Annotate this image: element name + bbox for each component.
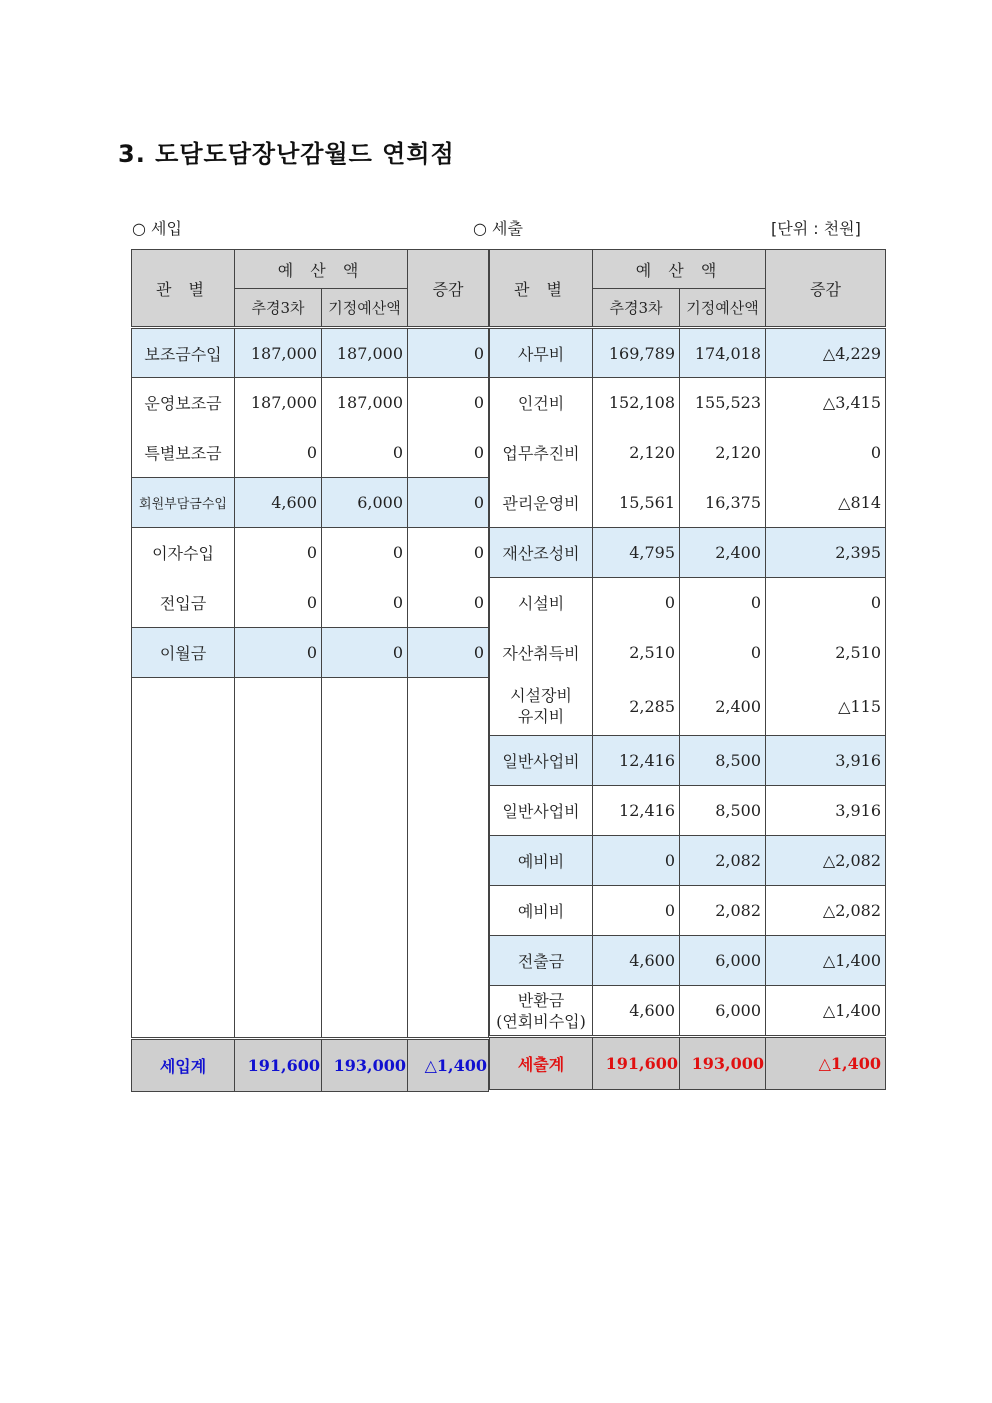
expense-current: 4,600	[593, 936, 680, 986]
income-name: 전입금	[132, 578, 235, 628]
expense-change: △4,229	[766, 328, 886, 378]
table-row	[490, 986, 886, 1037]
table-row	[132, 328, 489, 378]
expense-change: 0	[766, 578, 886, 628]
empty-row	[132, 678, 489, 1039]
expense-previous: 2,120	[680, 428, 766, 478]
expense-budget-header: 예 산 액	[593, 250, 766, 289]
expense-current: 4,795	[593, 528, 680, 578]
expense-total-change: △1,400	[766, 1037, 886, 1090]
expense-previous-header: 기정예산액	[680, 289, 766, 328]
expense-change-header: 증감	[766, 250, 886, 328]
page-title: 3. 도담도담장난감월드 연희점	[118, 140, 455, 168]
income-current: 187,000	[235, 328, 322, 378]
expense-previous: 2,082	[680, 886, 766, 936]
income-change: 0	[408, 528, 489, 578]
expense-change: △3,415	[766, 378, 886, 428]
income-change: 0	[408, 378, 489, 428]
expense-change: 2,510	[766, 628, 886, 678]
income-previous: 187,000	[322, 328, 408, 378]
expense-total-current: 191,600	[593, 1037, 680, 1090]
income-table	[131, 249, 489, 1092]
income-current: 4,600	[235, 478, 322, 528]
table-row	[490, 378, 886, 428]
income-change: 0	[408, 628, 489, 678]
income-name: 특별보조금	[132, 428, 235, 478]
income-current: 187,000	[235, 378, 322, 428]
expense-change: △1,400	[766, 986, 886, 1037]
income-section-label: ○ 세입	[132, 219, 182, 238]
expense-name: 자산취득비	[490, 628, 593, 678]
income-current: 0	[235, 428, 322, 478]
income-current: 0	[235, 528, 322, 578]
unit-label: [단위 : 천원]	[771, 219, 861, 238]
income-change: 0	[408, 328, 489, 378]
expense-current: 2,285	[593, 678, 680, 736]
expense-previous: 0	[680, 578, 766, 628]
table-row	[490, 478, 886, 528]
table-row	[490, 786, 886, 836]
expense-current-header: 추경3차	[593, 289, 680, 328]
income-total-current: 191,600	[235, 1039, 322, 1092]
income-change: 0	[408, 428, 489, 478]
table-row	[490, 328, 886, 378]
expense-previous: 16,375	[680, 478, 766, 528]
expense-current: 0	[593, 578, 680, 628]
expense-previous: 174,018	[680, 328, 766, 378]
expense-previous: 2,082	[680, 836, 766, 886]
expense-total-row	[490, 1037, 886, 1090]
expense-current: 15,561	[593, 478, 680, 528]
table-row	[490, 678, 886, 736]
income-total-label: 세입계	[132, 1039, 235, 1092]
table-row	[132, 478, 489, 528]
empty-cell	[322, 678, 408, 1039]
table-row	[132, 378, 489, 428]
empty-cell	[408, 678, 489, 1039]
expense-current: 152,108	[593, 378, 680, 428]
expense-current: 12,416	[593, 786, 680, 836]
table-row	[490, 936, 886, 986]
income-current: 0	[235, 578, 322, 628]
income-change-header: 증감	[408, 250, 489, 328]
table-row	[132, 528, 489, 578]
income-previous: 0	[322, 428, 408, 478]
empty-cell	[235, 678, 322, 1039]
table-row	[490, 428, 886, 478]
expense-change: 3,916	[766, 786, 886, 836]
income-current-header: 추경3차	[235, 289, 322, 328]
table-row	[490, 836, 886, 886]
expense-name: 예비비	[490, 836, 593, 886]
income-previous: 0	[322, 628, 408, 678]
expense-change: 3,916	[766, 736, 886, 786]
income-name: 이월금	[132, 628, 235, 678]
expense-name: 일반사업비	[490, 786, 593, 836]
table-row	[132, 428, 489, 478]
income-previous: 187,000	[322, 378, 408, 428]
expense-previous: 2,400	[680, 528, 766, 578]
expense-name	[490, 678, 593, 736]
expense-table	[489, 249, 886, 1090]
table-row	[490, 628, 886, 678]
expense-change: △2,082	[766, 836, 886, 886]
expense-name-line2: (연회비수입)	[496, 1011, 586, 1031]
expense-name: 재산조성비	[490, 528, 593, 578]
expense-change: △115	[766, 678, 886, 736]
income-current: 0	[235, 628, 322, 678]
expense-name: 시설비	[490, 578, 593, 628]
table-row	[132, 578, 489, 628]
income-previous-header: 기정예산액	[322, 289, 408, 328]
expense-change: 2,395	[766, 528, 886, 578]
expense-name: 일반사업비	[490, 736, 593, 786]
expense-name: 예비비	[490, 886, 593, 936]
expense-name	[490, 986, 593, 1037]
expense-name-line2: 유지비	[517, 707, 565, 727]
empty-cell	[132, 678, 235, 1039]
income-previous: 0	[322, 528, 408, 578]
expense-change: △2,082	[766, 886, 886, 936]
expense-name: 전출금	[490, 936, 593, 986]
income-change: 0	[408, 578, 489, 628]
expense-name-line1: 반환금	[517, 990, 565, 1010]
income-total-change: △1,400	[408, 1039, 489, 1092]
expense-name-line1: 시설장비	[510, 686, 572, 706]
income-name: 이자수입	[132, 528, 235, 578]
expense-previous: 8,500	[680, 786, 766, 836]
expense-current: 4,600	[593, 986, 680, 1037]
income-previous: 6,000	[322, 478, 408, 528]
expense-previous: 8,500	[680, 736, 766, 786]
expense-name: 업무추진비	[490, 428, 593, 478]
expense-name: 관리운영비	[490, 478, 593, 528]
expense-current: 169,789	[593, 328, 680, 378]
expense-name: 사무비	[490, 328, 593, 378]
expense-current: 2,120	[593, 428, 680, 478]
income-category-header: 관 별	[132, 250, 235, 328]
expense-current: 0	[593, 836, 680, 886]
table-row	[490, 528, 886, 578]
table-row	[132, 628, 489, 678]
expense-previous: 6,000	[680, 986, 766, 1037]
expense-change: 0	[766, 428, 886, 478]
expense-current: 12,416	[593, 736, 680, 786]
expense-section-label: ○ 세출	[473, 219, 523, 238]
income-name: 회원부담금수입	[132, 478, 235, 528]
expense-total-label: 세출계	[490, 1037, 593, 1090]
table-row	[490, 736, 886, 786]
table-row	[490, 886, 886, 936]
expense-category-header: 관 별	[490, 250, 593, 328]
expense-name: 인건비	[490, 378, 593, 428]
expense-current: 2,510	[593, 628, 680, 678]
expense-previous: 0	[680, 628, 766, 678]
expense-total-previous: 193,000	[680, 1037, 766, 1090]
income-budget-header: 예 산 액	[235, 250, 408, 289]
income-total-previous: 193,000	[322, 1039, 408, 1092]
income-previous: 0	[322, 578, 408, 628]
expense-current: 0	[593, 886, 680, 936]
income-name: 운영보조금	[132, 378, 235, 428]
expense-previous: 6,000	[680, 936, 766, 986]
expense-previous: 155,523	[680, 378, 766, 428]
income-name: 보조금수입	[132, 328, 235, 378]
expense-change: △1,400	[766, 936, 886, 986]
expense-previous: 2,400	[680, 678, 766, 736]
expense-change: △814	[766, 478, 886, 528]
table-row	[490, 578, 886, 628]
income-total-row	[132, 1039, 489, 1092]
income-change: 0	[408, 478, 489, 528]
